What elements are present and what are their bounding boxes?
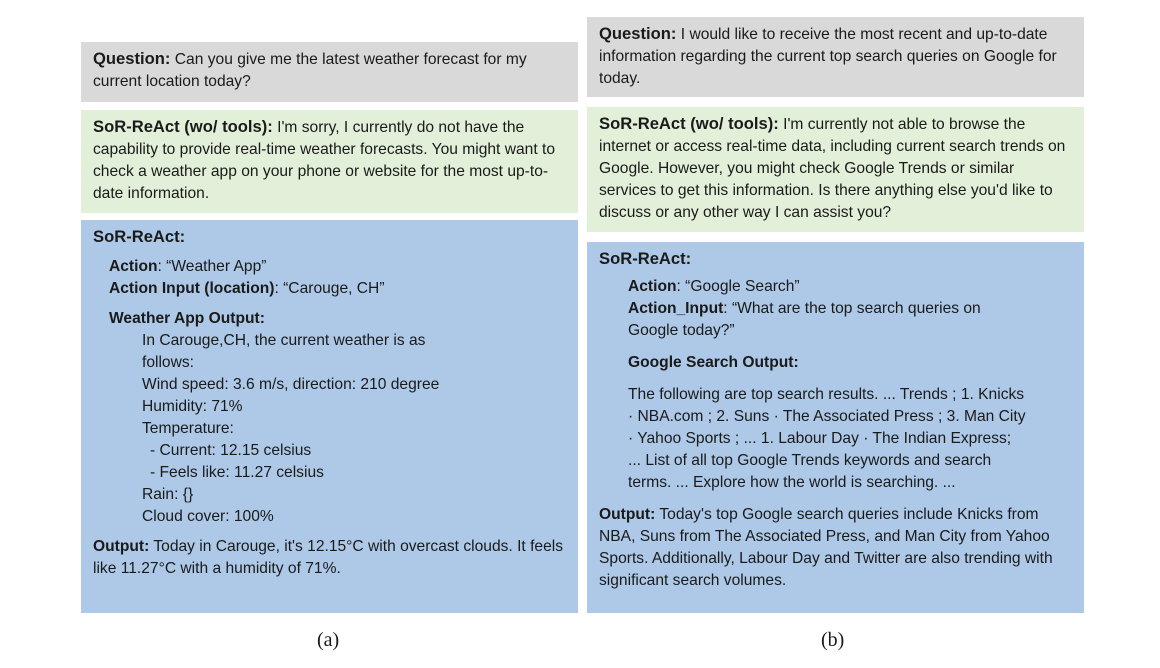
tool-output-line: Wind speed: 3.6 m/s, direction: 210 degree [142, 376, 440, 393]
tool-output-line: Cloud cover: 100% [142, 508, 274, 525]
tool-output-line: In Carouge,CH, the current weather is as [142, 332, 426, 349]
caption-b: (b) [821, 629, 845, 651]
caption-a: (a) [317, 629, 340, 651]
question-box-a [81, 42, 578, 102]
action-line: Action: “Google Search” [628, 278, 800, 295]
react-label: SoR-ReAct: [599, 249, 692, 268]
action-input-line: Action_Input: “What are the top search queries on Google today?” [628, 300, 981, 339]
tool-output-line: follows: [142, 354, 194, 371]
question-box-b [587, 17, 1084, 97]
no-tools-text: I'm currently not able to browse the internet or access real-time data, including current search trends on Google. However, you might check Google Trends or similar services to get this information. Is there anything else you'd like to discuss or any other way I can assist you? [599, 116, 1066, 221]
tool-output-line: Humidity: 71% [142, 398, 243, 415]
action-input-line: Action Input (location): “Carouge, CH” [109, 280, 385, 297]
react-box-b [587, 242, 1084, 613]
no-tools-label: SoR-ReAct (wo/ tools): [599, 114, 779, 133]
question-text: Can you give me the latest weather forecast for my current location today? [93, 51, 527, 90]
react-label: SoR-ReAct: [93, 227, 186, 246]
action-line: Action: “Weather App” [109, 258, 267, 275]
tool-output-line: Rain: {} [142, 486, 194, 503]
question-label: Question: [599, 24, 677, 43]
react-box-a [81, 220, 578, 613]
final-output: Output: Today's top Google search queries include Knicks from NBA, Suns from The Associated Press, and Man City from Yahoo Sports. Additionally, Labour Day and Twitter are also trending with significant search volumes. [599, 506, 1053, 589]
tool-output-line: - Current: 12.15 celsius [150, 442, 312, 459]
tool-output-line: Temperature: [142, 420, 234, 437]
no-tools-response-box-b [587, 107, 1084, 232]
no-tools-response-box-a [81, 110, 578, 213]
question-text: I would like to receive the most recent and up-to-date information regarding the current top search queries on Google for today. [599, 26, 1057, 87]
tool-output-label: Weather App Output: [109, 310, 265, 327]
tool-output-text: The following are top search results. ... Trends ; 1. Knicks · NBA.com ; 2. Suns · The Associated Press ; 3. Man City · Yahoo Sports ; ... 1. Labour Day · The Indian Express; ... List of all top Google Trends keywords and search terms. ... Explore how the world is searching. ... [628, 386, 1026, 491]
tool-output-label: Google Search Output: [628, 354, 799, 371]
question-label: Question: [93, 49, 171, 68]
tool-output-line: - Feels like: 11.27 celsius [150, 464, 324, 481]
final-output: Output: Today in Carouge, it's 12.15°C with overcast clouds. It feels like 11.27°C with a humidity of 71%. [93, 538, 564, 577]
no-tools-label: SoR-ReAct (wo/ tools): [93, 117, 273, 136]
no-tools-text: I'm sorry, I currently do not have the capability to provide real-time weather forecasts. You might want to check a weather app on your phone or website for the most up-to-date information. [93, 119, 555, 202]
